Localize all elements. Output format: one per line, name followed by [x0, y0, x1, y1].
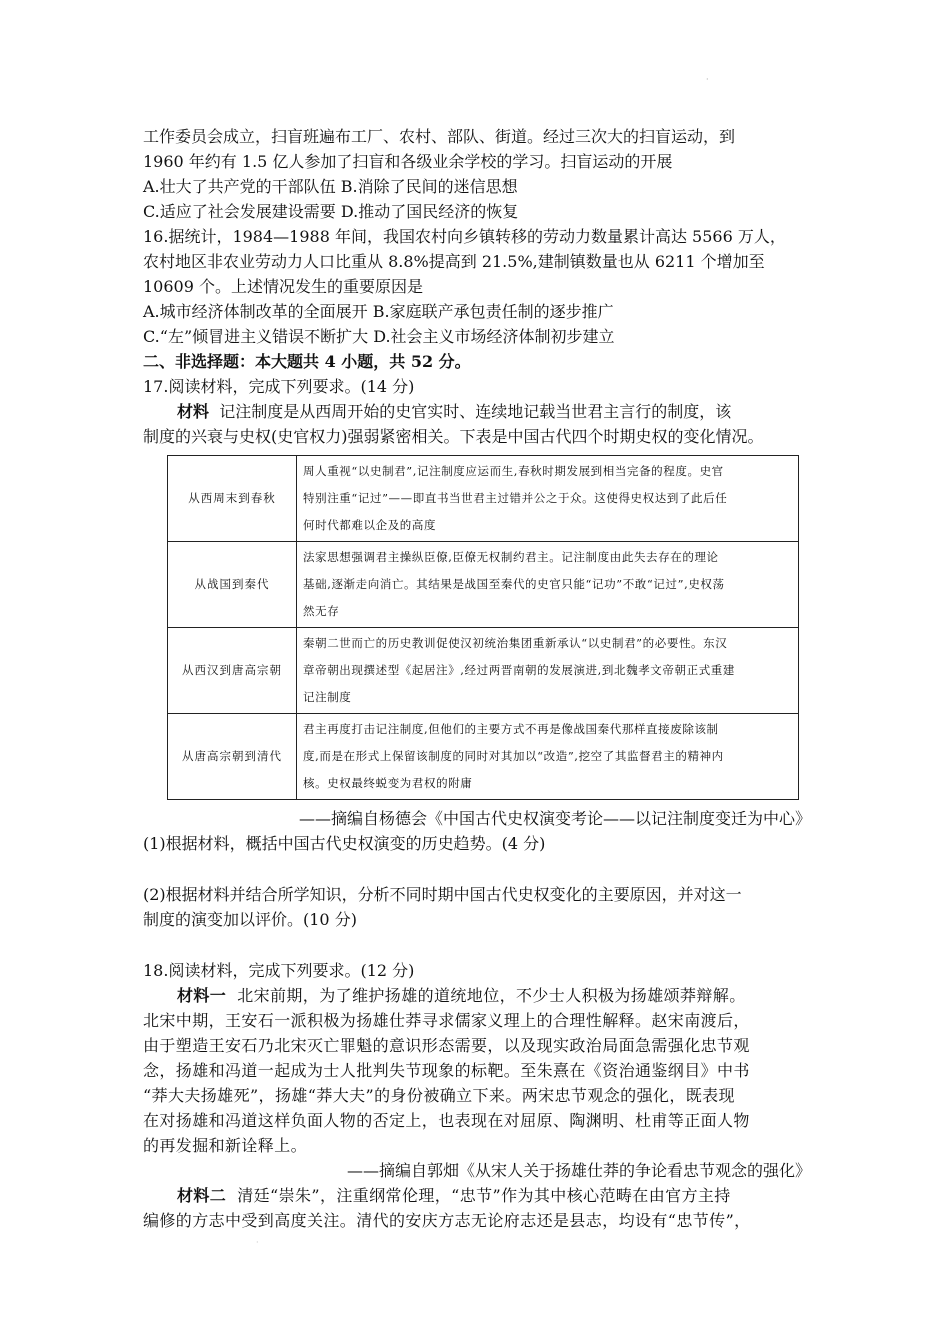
table-desc-line: 何时代都难以企及的高度: [303, 518, 437, 532]
answer-space: [143, 856, 811, 882]
q18-material-1-line-3: 由于塑造王安石乃北宋灭亡罪魁的意识形态需要，以及现实政治局面急需强化忠节观: [143, 1036, 750, 1055]
q15-stem-line-1: 工作委员会成立，扫盲班遍布工厂、农村、部队、街道。经过三次大的扫盲运动，到: [143, 127, 736, 146]
q18-material-1-line-1: [143, 983, 811, 1008]
q16-options-ab: A.城市经济体制改革的全面展开 B.家庭联产承包责任制的逐步推广: [143, 302, 614, 321]
q17-material-line-2: 制度的兴衰与史权(史官权力)强弱紧密相关。下表是中国古代四个时期史权的变化情况。: [143, 427, 764, 446]
q16-stem-line-1: 16.据统计，1984—1988 年间，我国农村向乡镇转移的劳动力数量累计高达 5566 万人，: [143, 227, 786, 246]
table-period-cell: 从唐高宗朝到清代: [168, 714, 297, 800]
table-row: [168, 456, 799, 542]
table-desc-cell: [297, 542, 799, 628]
table-desc-line: 特别注重“记过”——即直书当世君主过错并公之于众。这使得史权达到了此后任: [303, 491, 728, 505]
table-desc-line: 法家思想强调君主操纵臣僚,臣僚无权制约君主。记注制度由此失去存在的理论: [303, 550, 719, 564]
q15-stem-line-2: 1960 年约有 1.5 亿人参加了扫盲和各级业余学校的学习。扫盲运动的开展: [143, 152, 673, 171]
q15-options-ab: A.壮大了共产党的干部队伍 B.消除了民间的迷信思想: [143, 177, 518, 196]
page-mark: ·: [256, 1238, 259, 1247]
q18-material-1-line-5: “莽大夫扬雄死”，扬雄“莽大夫”的身份被确立下来。两宋忠节观念的强化，既表现: [143, 1086, 735, 1105]
q17-material-label: 材料: [177, 402, 210, 421]
q15-options-cd: C.适应了社会发展建设需要 D.推动了国民经济的恢复: [143, 202, 519, 221]
table-desc-cell: [297, 456, 799, 542]
q17-sub-question-2-line-1: (2)根据材料并结合所学知识，分析不同时期中国古代史权变化的主要原因，并对这一: [143, 885, 742, 904]
table-desc-line: 君主再度打击记注制度,但他们的主要方式不再是像战国秦代那样直接废除该制: [303, 722, 719, 736]
q18-material-2-text-1: 清廷“崇朱”，注重纲常伦理，“忠节”作为其中核心范畴在由官方主持: [237, 1186, 731, 1205]
table-desc-line: 周人重视“以史制君”,记注制度应运而生,春秋时期发展到相当完备的程度。史官: [303, 464, 724, 478]
q18-material-1-source: ——摘编自郭畑《从宋人关于扬雄仕莽的争论看忠节观念的强化》: [346, 1161, 811, 1180]
table-desc-line: 秦朝二世而亡的历史教训促使汉初统治集团重新承认“以史制君”的必要性。东汉: [303, 636, 728, 650]
q16-options-cd: C.“左”倾冒进主义错误不断扩大 D.社会主义市场经济体制初步建立: [143, 327, 615, 346]
q17-sub-question-1: (1)根据材料，概括中国古代史权演变的历史趋势。(4 分): [143, 834, 546, 853]
table-period-cell: 从战国到秦代: [168, 542, 297, 628]
q18-material-2-label: 材料二: [177, 1186, 227, 1205]
table-row: [168, 542, 799, 628]
section-2-heading: 二、非选择题：本大题共 4 小题，共 52 分。: [143, 352, 471, 371]
q18-title: 18.阅读材料，完成下列要求。(12 分): [143, 961, 415, 980]
table-desc-line: 记注制度: [303, 690, 352, 704]
q17-material-line-1: [143, 399, 811, 424]
q18-material-1-text-1: 北宋前期，为了维护扬雄的道统地位，不少士人积极为扬雄颂莽辩解。: [237, 986, 746, 1005]
q16-stem-line-3: 10609 个。上述情况发生的重要原因是: [143, 277, 423, 296]
q18-material-1-line-6: 在对扬雄和冯道这样负面人物的否定上，也表现在对屈原、陶渊明、杜甫等正面人物: [143, 1111, 750, 1130]
answer-space: [143, 932, 811, 958]
table-desc-cell: [297, 714, 799, 800]
page-content: [143, 124, 811, 1233]
table-row: [168, 714, 799, 800]
table-desc-line: 章帝朝出现撰述型《起居注》,经过两晋南朝的发展演进,到北魏孝文帝朝正式重建: [303, 663, 736, 677]
q18-material-2-line-2: 编修的方志中受到高度关注。清代的安庆方志无论府志还是县志，均设有“忠节传”，: [143, 1211, 751, 1230]
table-desc-line: 核。史权最终蜕变为君权的附庸: [303, 776, 473, 790]
q18-material-1-line-7: 的再发掘和新诠释上。: [143, 1136, 308, 1155]
shiquan-table: [167, 455, 799, 800]
q18-material-1-line-2: 北宋中期，王安石一派积极为扬雄仕莽寻求儒家义理上的合理性解释。赵宋南渡后，: [143, 1011, 750, 1030]
q17-source: ——摘编自杨德会《中国古代史权演变考论——以记注制度变迁为中心》: [298, 809, 811, 828]
q17-title: 17.阅读材料，完成下列要求。(14 分): [143, 377, 415, 396]
table-desc-line: 然无存: [303, 604, 340, 618]
q18-material-1-line-4: 念，扬雄和冯道一起成为士人批判失节现象的标靶。至朱熹在《资治通鉴纲目》中书: [143, 1061, 750, 1080]
q18-material-1-label: 材料一: [177, 986, 227, 1005]
table-period-cell: 从西汉到唐高宗朝: [168, 628, 297, 714]
table-period-cell: 从西周末到春秋: [168, 456, 297, 542]
q16-stem-line-2: 农村地区非农业劳动力人口比重从 8.8%提高到 21.5%,建制镇数量也从 6211 个增加至: [143, 252, 765, 271]
table-desc-line: 基础,逐渐走向消亡。其结果是战国至秦代的史官只能“记功”不敢“记过”,史权荡: [303, 577, 725, 591]
table-row: [168, 628, 799, 714]
table-desc-line: 度,而是在形式上保留该制度的同时对其加以“改造”,挖空了其监督君主的精神内: [303, 749, 724, 763]
q17-sub-question-2-line-2: 制度的演变加以评价。(10 分): [143, 910, 357, 929]
q18-material-2-line-1: [143, 1183, 811, 1208]
q17-material-text-1: 记注制度是从西周开始的史官实时、连续地记载当世君主言行的制度，该: [219, 402, 732, 421]
table-desc-cell: [297, 628, 799, 714]
page-mark: ·: [706, 75, 709, 84]
